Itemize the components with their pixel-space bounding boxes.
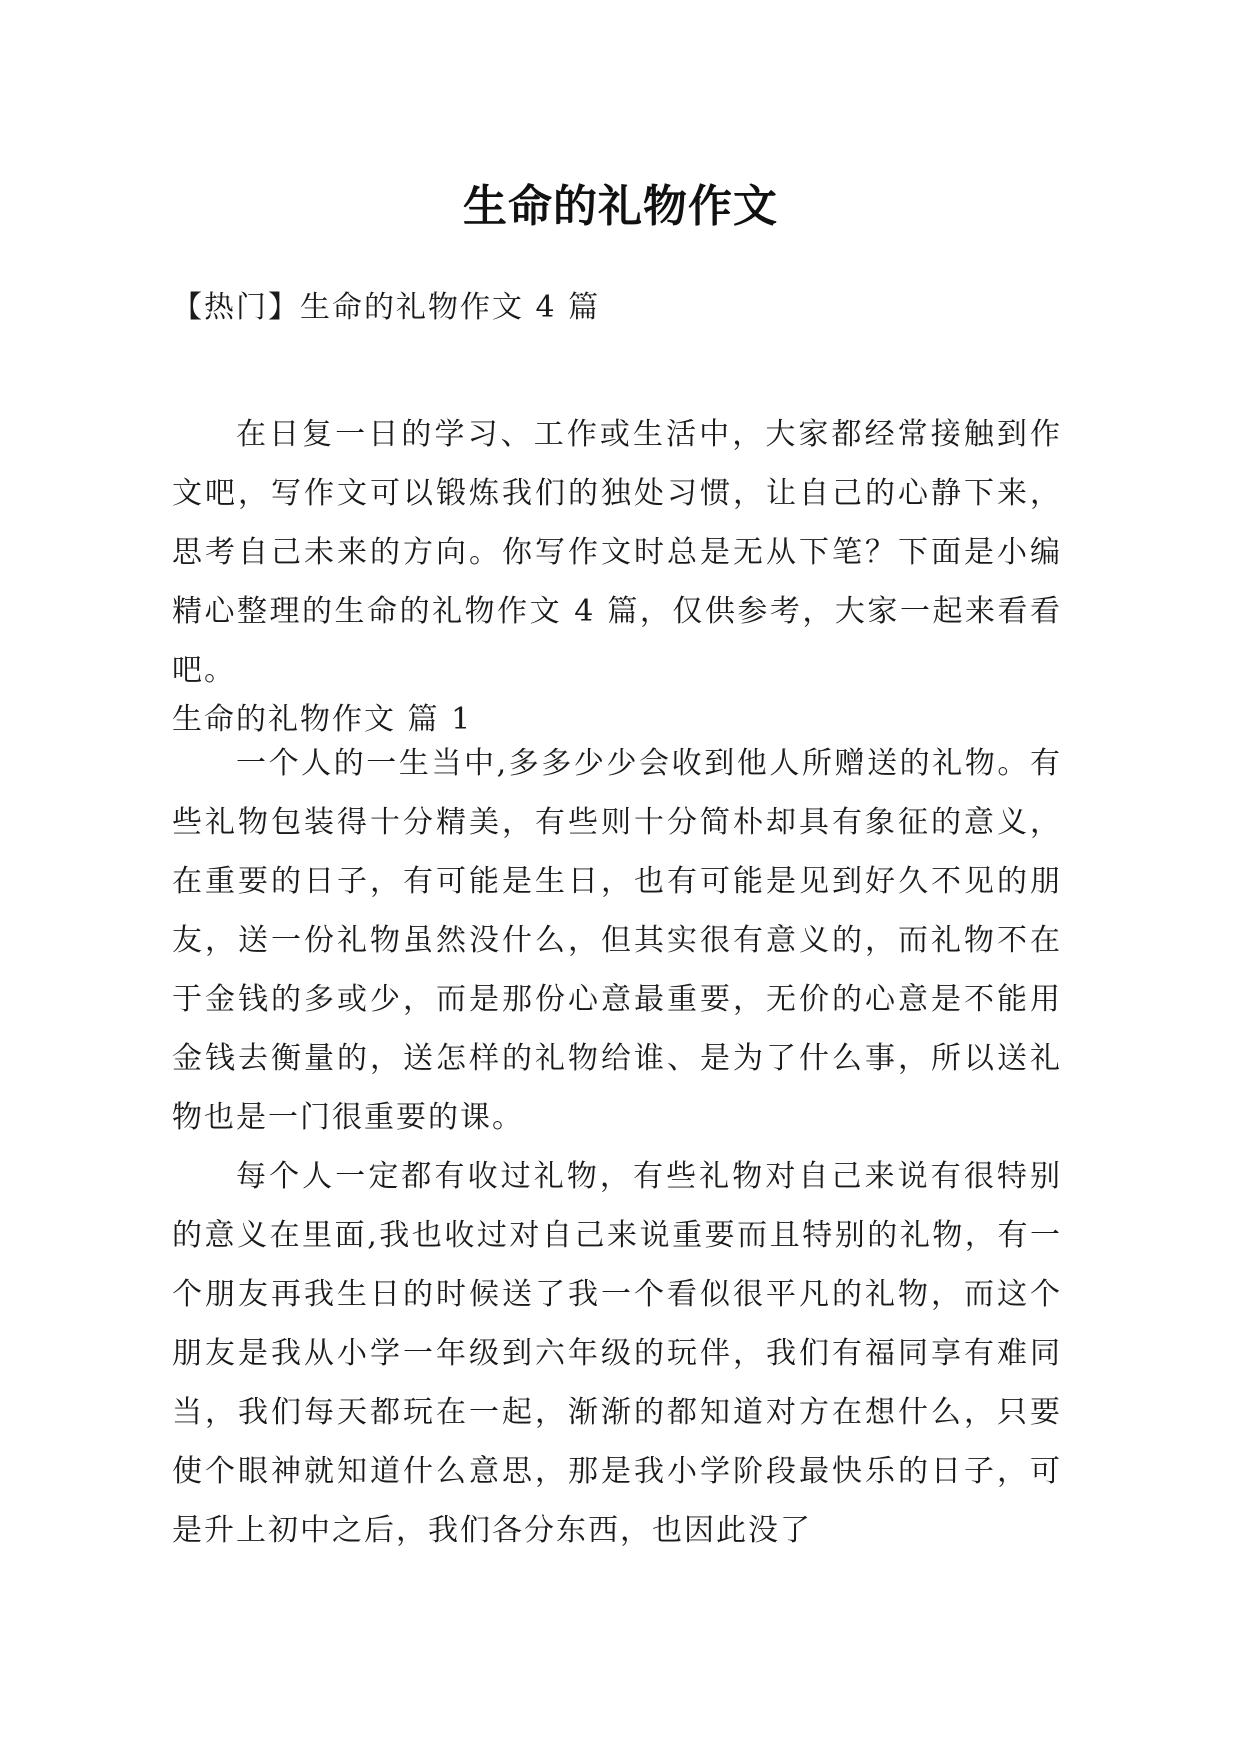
document-title: 生命的礼物作文	[463, 181, 778, 233]
section-heading: 生命的礼物作文 篇 1	[172, 702, 473, 737]
document-subtitle: 【热门】生命的礼物作文 4 篇	[172, 290, 601, 325]
body-paragraph: 一个人的一生当中,多多少少会收到他人所赠送的礼物。有些礼物包装得十分精美，有些则十分简朴却具有象征的意义，在重要的日子，有可能是生日，也有可能是见到好久不见的朋友，送一份礼物虽然没什么，但其实很有意义的，而礼物不在于金钱的多或少，而是那份心意最重要，无价的心意是不能用金钱去衡量的，送怎样的礼物给谁、是为了什么事，所以送礼物也是一门很重要的课。	[172, 746, 1062, 1135]
intro-paragraph: 在日复一日的学习、工作或生活中，大家都经常接触到作文吧，写作文可以锻炼我们的独处习惯，让自己的心静下来，思考自己未来的方向。你写作文时总是无从下笔？下面是小编精心整理的生命的礼物作文 4 篇，仅供参考，大家一起来看看吧。	[172, 417, 1062, 688]
body-paragraph: 每个人一定都有收过礼物，有些礼物对自己来说有很特别的意义在里面,我也收过对自己来说重要而且特别的礼物，有一个朋友再我生日的时候送了我一个看似很平凡的礼物，而这个朋友是我从小学一年级到六年级的玩伴，我们有福同享有难同当，我们每天都玩在一起，渐渐的都知道对方在想什么，只要使个眼神就知道什么意思，那是我小学阶段最快乐的日子，可是升上初中之后，我们各分东西，也因此没了	[172, 1159, 1062, 1548]
